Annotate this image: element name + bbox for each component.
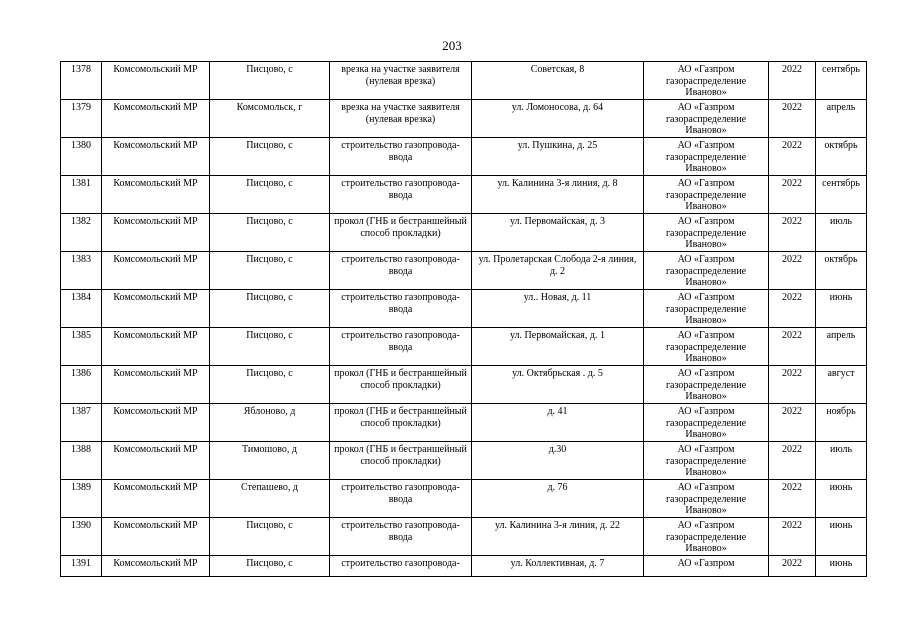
cell-locality: Комсомольск, г [210, 100, 330, 138]
cell-month: ноябрь [816, 404, 867, 442]
cell-year: 2022 [769, 214, 816, 252]
cell-org: АО «Газпром газораспределение Иваново» [644, 62, 769, 100]
cell-locality: Писцово, с [210, 176, 330, 214]
cell-year: 2022 [769, 176, 816, 214]
cell-locality: Тимошово, д [210, 442, 330, 480]
cell-org: АО «Газпром газораспределение Иваново» [644, 100, 769, 138]
cell-n: 1379 [61, 100, 102, 138]
cell-year: 2022 [769, 366, 816, 404]
cell-locality: Писцово, с [210, 138, 330, 176]
cell-address: ул. Ломоносова, д. 64 [472, 100, 644, 138]
cell-district: Комсомольский МР [102, 328, 210, 366]
page-number: 203 [442, 38, 462, 53]
cell-n: 1386 [61, 366, 102, 404]
cell-locality: Яблоново, д [210, 404, 330, 442]
cell-work: строительство газопровода-ввода [330, 176, 472, 214]
cell-district: Комсомольский МР [102, 366, 210, 404]
cell-year: 2022 [769, 62, 816, 100]
cell-org: АО «Газпром газораспределение Иваново» [644, 176, 769, 214]
cell-work: строительство газопровода-ввода [330, 328, 472, 366]
cell-month: июнь [816, 518, 867, 556]
cell-org: АО «Газпром газораспределение Иваново» [644, 404, 769, 442]
table-row [61, 290, 867, 328]
cell-year: 2022 [769, 100, 816, 138]
cell-month: апрель [816, 328, 867, 366]
cell-work: строительство газопровода-ввода [330, 138, 472, 176]
cell-year: 2022 [769, 404, 816, 442]
cell-work: строительство газопровода- [330, 556, 472, 577]
cell-year: 2022 [769, 252, 816, 290]
cell-work: прокол (ГНБ и бестраншейный способ прокладки) [330, 442, 472, 480]
cell-work: строительство газопровода-ввода [330, 290, 472, 328]
cell-month: июнь [816, 290, 867, 328]
cell-n: 1382 [61, 214, 102, 252]
cell-district: Комсомольский МР [102, 518, 210, 556]
cell-org: АО «Газпром газораспределение Иваново» [644, 252, 769, 290]
cell-year: 2022 [769, 518, 816, 556]
cell-year: 2022 [769, 556, 816, 577]
cell-locality: Писцово, с [210, 328, 330, 366]
cell-address: ул. Первомайская, д. 1 [472, 328, 644, 366]
cell-address: д. 41 [472, 404, 644, 442]
cell-org: АО «Газпром газораспределение Иваново» [644, 214, 769, 252]
table-row [61, 214, 867, 252]
cell-address: ул.. Новая, д. 11 [472, 290, 644, 328]
cell-month: июнь [816, 556, 867, 577]
cell-org: АО «Газпром газораспределение Иваново» [644, 328, 769, 366]
cell-month: сентябрь [816, 176, 867, 214]
cell-address: д. 76 [472, 480, 644, 518]
cell-month: октябрь [816, 252, 867, 290]
table-row [61, 404, 867, 442]
cell-year: 2022 [769, 138, 816, 176]
cell-address: ул. Пролетарская Слобода 2-я линия, д. 2 [472, 252, 644, 290]
cell-month: август [816, 366, 867, 404]
cell-month: июль [816, 442, 867, 480]
cell-locality: Писцово, с [210, 214, 330, 252]
cell-org: АО «Газпром [644, 556, 769, 577]
cell-address: д.30 [472, 442, 644, 480]
cell-address: ул. Первомайская, д. 3 [472, 214, 644, 252]
table-row [61, 442, 867, 480]
cell-locality: Писцово, с [210, 518, 330, 556]
cell-locality: Писцово, с [210, 556, 330, 577]
cell-district: Комсомольский МР [102, 214, 210, 252]
table-row [61, 556, 867, 577]
cell-district: Комсомольский МР [102, 100, 210, 138]
cell-month: июнь [816, 480, 867, 518]
cell-org: АО «Газпром газораспределение Иваново» [644, 138, 769, 176]
cell-work: прокол (ГНБ и бестраншейный способ прокладки) [330, 214, 472, 252]
gasification-schedule-table [60, 61, 867, 577]
cell-n: 1388 [61, 442, 102, 480]
cell-n: 1380 [61, 138, 102, 176]
cell-locality: Писцово, с [210, 366, 330, 404]
cell-month: сентябрь [816, 62, 867, 100]
table-row [61, 176, 867, 214]
cell-locality: Степашево, д [210, 480, 330, 518]
cell-address: ул. Октябрьская . д. 5 [472, 366, 644, 404]
cell-n: 1383 [61, 252, 102, 290]
cell-district: Комсомольский МР [102, 480, 210, 518]
cell-work: строительство газопровода-ввода [330, 518, 472, 556]
cell-n: 1387 [61, 404, 102, 442]
cell-org: АО «Газпром газораспределение Иваново» [644, 480, 769, 518]
cell-address: ул. Калинина 3-я линия, д. 22 [472, 518, 644, 556]
table-row [61, 366, 867, 404]
cell-n: 1385 [61, 328, 102, 366]
table-row [61, 62, 867, 100]
table-row [61, 252, 867, 290]
cell-locality: Писцово, с [210, 252, 330, 290]
cell-month: апрель [816, 100, 867, 138]
cell-district: Комсомольский МР [102, 404, 210, 442]
cell-org: АО «Газпром газораспределение Иваново» [644, 518, 769, 556]
cell-org: АО «Газпром газораспределение Иваново» [644, 366, 769, 404]
cell-district: Комсомольский МР [102, 442, 210, 480]
cell-n: 1378 [61, 62, 102, 100]
cell-year: 2022 [769, 290, 816, 328]
cell-address: ул. Калинина 3-я линия, д. 8 [472, 176, 644, 214]
cell-address: Советская, 8 [472, 62, 644, 100]
cell-locality: Писцово, с [210, 62, 330, 100]
cell-org: АО «Газпром газораспределение Иваново» [644, 442, 769, 480]
cell-year: 2022 [769, 480, 816, 518]
cell-work: прокол (ГНБ и бестраншейный способ прокладки) [330, 404, 472, 442]
cell-district: Комсомольский МР [102, 138, 210, 176]
cell-district: Комсомольский МР [102, 62, 210, 100]
cell-work: строительство газопровода-ввода [330, 480, 472, 518]
cell-district: Комсомольский МР [102, 290, 210, 328]
cell-work: врезка на участке заявителя (нулевая врезка) [330, 62, 472, 100]
cell-district: Комсомольский МР [102, 556, 210, 577]
cell-month: октябрь [816, 138, 867, 176]
cell-year: 2022 [769, 442, 816, 480]
cell-year: 2022 [769, 328, 816, 366]
cell-n: 1381 [61, 176, 102, 214]
cell-work: строительство газопровода-ввода [330, 252, 472, 290]
cell-work: прокол (ГНБ и бестраншейный способ прокладки) [330, 366, 472, 404]
table-row [61, 138, 867, 176]
table-row [61, 480, 867, 518]
cell-work: врезка на участке заявителя (нулевая врезка) [330, 100, 472, 138]
cell-locality: Писцово, с [210, 290, 330, 328]
cell-district: Комсомольский МР [102, 176, 210, 214]
table-row [61, 518, 867, 556]
cell-n: 1384 [61, 290, 102, 328]
cell-n: 1390 [61, 518, 102, 556]
cell-n: 1391 [61, 556, 102, 577]
cell-address: ул. Коллективная, д. 7 [472, 556, 644, 577]
cell-address: ул. Пушкина, д. 25 [472, 138, 644, 176]
table-row [61, 328, 867, 366]
cell-district: Комсомольский МР [102, 252, 210, 290]
cell-org: АО «Газпром газораспределение Иваново» [644, 290, 769, 328]
cell-n: 1389 [61, 480, 102, 518]
cell-month: июль [816, 214, 867, 252]
table-row [61, 100, 867, 138]
